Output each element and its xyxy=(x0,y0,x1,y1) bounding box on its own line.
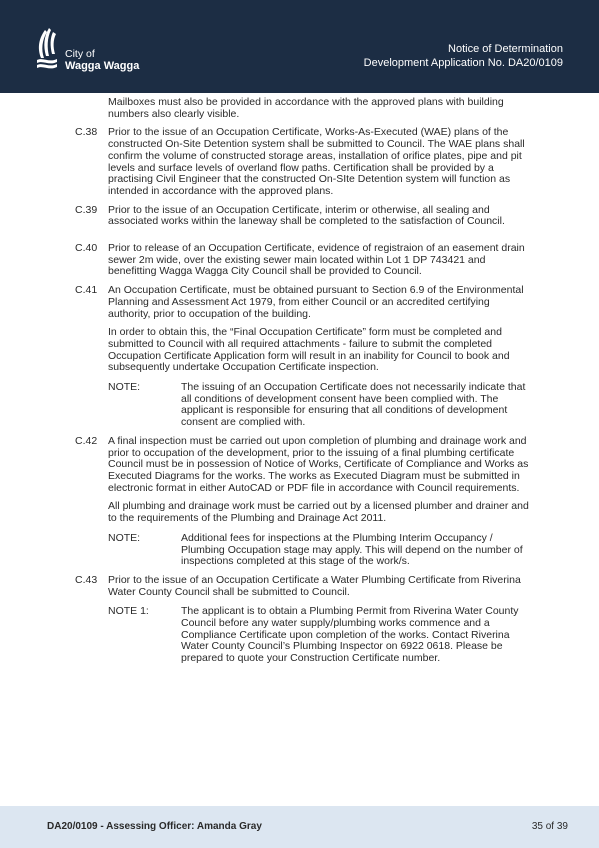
header-title xyxy=(364,42,563,70)
page-number: 35 of 39 xyxy=(531,821,568,832)
condition-number: C.39 xyxy=(75,203,98,216)
note-text: Additional fees for inspections at the Plumbing Interim Occupancy / Plumbing Occupation stage may apply. This will depend on the number of inspections completed at this stage of the work/s. xyxy=(181,531,523,568)
condition-c38 xyxy=(75,127,530,197)
header-title-line2: Development Application No. DA20/0109 xyxy=(363,57,563,69)
condition-text: Prior to the issue of an Occupation Certificate, interim or otherwise, all sealing and associated works within the laneway shall be completed to the satisfaction of Council. xyxy=(108,203,505,228)
note-label: NOTE: xyxy=(108,531,141,544)
logo-wordmark xyxy=(65,48,139,72)
condition-c43 xyxy=(75,575,530,665)
page-footer xyxy=(0,806,599,848)
council-crest-icon xyxy=(35,28,63,70)
condition-number: C.40 xyxy=(75,242,98,255)
council-logo xyxy=(35,28,155,78)
condition-text: Prior to release of an Occupation Certificate, evidence of registraion of an easement drain sewer 2m wide, over the existing sewer main located within Lot 1 DP 743421 and benefitting Wagga Wagga City Council shall be provided to Council. xyxy=(108,242,525,278)
lead-paragraph xyxy=(75,97,530,120)
note-label: NOTE: xyxy=(108,381,141,394)
condition-number: C.41 xyxy=(75,284,98,297)
condition-subparagraph: In order to obtain this, the “Final Occupation Certificate” form must be completed and submitted to Council with all required attachments - failure to submit the completed Occupation Certificate Application form will result in an inability for Council to book and subsequently undertake Occupation Certificate inspection. xyxy=(108,326,510,374)
lead-text: Mailboxes must also be provided in accordance with the approved plans with building numbers also clearly visible. xyxy=(108,96,504,120)
condition-text: Prior to the issue of an Occupation Certificate, Works-As-Executed (WAE) plans of the constructed On-Site Detention system shall be submitted to Council. The WAE plans shall confirm the volume of constructed storage areas, installation of orifice plates, pipe and pit levels and surface levels of overland flow paths. Certification shall be provided by a practising Civil Engineer that the constructed On-SIte Detention system will function as intended in accordance with the approved plans. xyxy=(108,126,525,197)
logo-line1: City of xyxy=(65,48,95,60)
condition-number: C.38 xyxy=(75,126,98,139)
header-title-line1: Notice of Determination xyxy=(448,43,563,55)
condition-note xyxy=(108,382,530,429)
condition-number: C.43 xyxy=(75,573,98,586)
note-text: The applicant is to obtain a Plumbing Permit from Riverina Water County Council before any water supply/plumbing works commence and a Compliance Certificate upon completion of the works. Contact Riverina Water County Council’s Plumbing Inspector on 6922 0618. Please be prepared to quote your Construction Certificate number. xyxy=(181,605,519,665)
condition-c40 xyxy=(75,243,530,278)
note-label: NOTE 1: xyxy=(108,605,149,618)
condition-c39 xyxy=(75,205,530,228)
note-text: The issuing of an Occupation Certificate does not necessarily indicate that all conditions of development consent have been complied with. The applicant is responsible for ensuring that all conditions of development consent are complied with. xyxy=(181,381,526,429)
condition-c41 xyxy=(75,285,530,429)
condition-text: A final inspection must be carried out upon completion of plumbing and drainage work and prior to occupation of the development, prior to the issuing of a final plumbing certificate Council must be in possession of Notice of Works, Certificate of Compliance and Works as Executed Diagrams for the works. The works as Executed Diagram must be submitted in electronic format in either AutoCAD or PDF file in accordance with Council requirements. xyxy=(108,434,529,494)
condition-note xyxy=(108,533,530,568)
logo-line2: Wagga Wagga xyxy=(65,60,140,72)
condition-text: An Occupation Certificate, must be obtained pursuant to Section 6.9 of the Environmental Planning and Assessment Act 1979, from either Council or an accredited certifying authority, prior to occupation of the building. xyxy=(108,284,524,320)
condition-c42 xyxy=(75,436,530,568)
footer-reference: DA20/0109 - Assessing Officer: Amanda Gray xyxy=(47,821,262,832)
condition-note xyxy=(108,606,530,665)
condition-text: Prior to the issue of an Occupation Certificate a Water Plumbing Certificate from Riverina Water County Council shall be submitted to Council. xyxy=(108,573,521,598)
condition-number: C.42 xyxy=(75,434,98,447)
document-body xyxy=(75,97,530,672)
page-header xyxy=(0,0,599,93)
condition-subparagraph: All plumbing and drainage work must be carried out by a licensed plumber and drainer and to the requirements of the Plumbing and Drainage Act 2011. xyxy=(108,500,529,525)
